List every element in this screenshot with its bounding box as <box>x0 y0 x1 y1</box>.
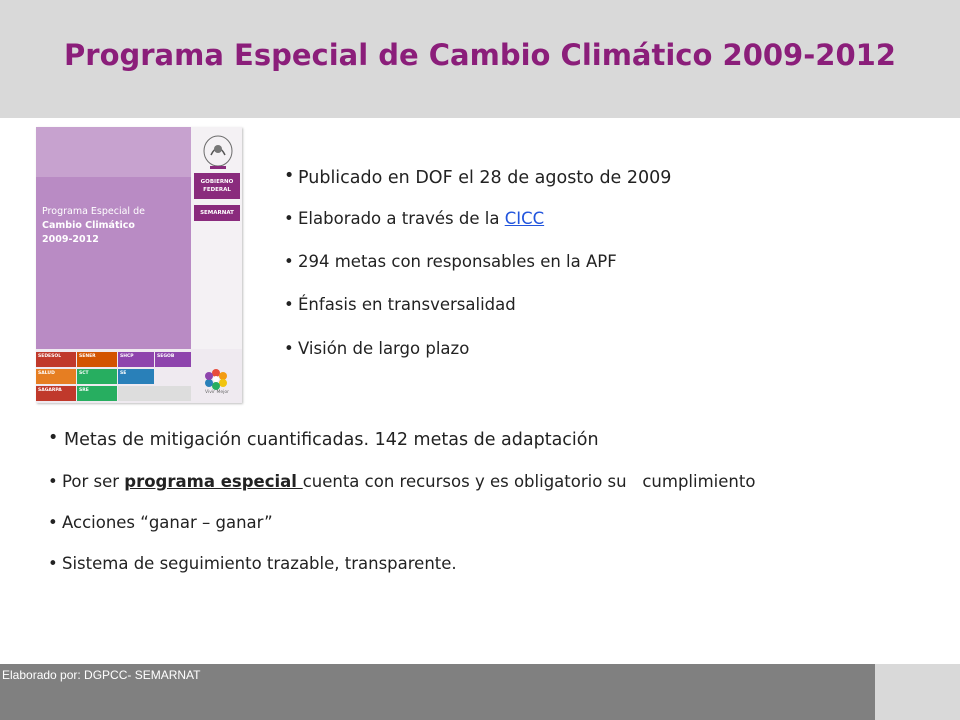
agency-label: SEGOB <box>157 354 175 359</box>
bullet-text: Sistema de seguimiento trazable, transparente. <box>62 554 457 573</box>
agency-cell <box>118 352 154 367</box>
bullet-prefix: Elaborado a través de la <box>298 209 505 228</box>
list-item <box>48 430 908 450</box>
bullet-text: 294 metas con responsables en la APF <box>298 252 617 271</box>
mexico-seal-icon <box>201 133 235 171</box>
bullet-text: Acciones “ganar – ganar” <box>62 513 273 532</box>
list-item <box>284 168 844 188</box>
cover-title-line-1: Programa Especial de <box>42 206 145 217</box>
agency-label: SAGARPA <box>38 388 62 393</box>
gobierno-federal-badge: GOBIERNO FEDERAL <box>194 173 240 199</box>
cover-title-line-2: Cambio Climático <box>42 220 135 231</box>
cicc-link[interactable]: CICC <box>504 209 545 228</box>
agency-grid <box>36 352 191 403</box>
top-bullet-list <box>284 168 844 359</box>
bullet-icon: • <box>284 209 294 228</box>
slide-title: Programa Especial de Cambio Climático 2009-2012 <box>64 38 896 72</box>
list-item <box>48 513 908 533</box>
bullet-icon: • <box>284 295 294 314</box>
cover-title-line-3: 2009-2012 <box>42 234 99 245</box>
bullet-icon: • <box>284 252 294 271</box>
agency-cell <box>36 352 76 367</box>
agency-label: SHCP <box>120 354 134 359</box>
agency-cell <box>77 352 117 367</box>
agency-cell <box>118 369 154 384</box>
footer-corner <box>875 664 960 720</box>
agency-label: SE <box>120 371 127 376</box>
bullet-text: Énfasis en transversalidad <box>298 295 516 314</box>
agency-cell <box>77 386 117 401</box>
agency-label: SRE <box>79 388 89 393</box>
bullet-text: Metas de mitigación cuantificadas. 142 metas de adaptación <box>64 430 599 450</box>
bullet-icon: • <box>48 428 59 448</box>
list-item <box>284 339 844 359</box>
agency-label: SEDESOL <box>38 354 62 359</box>
bullet-text: Visión de largo plazo <box>298 339 470 358</box>
cover-title <box>42 205 187 247</box>
agency-label: SALUD <box>38 371 55 376</box>
agency-cell <box>155 352 191 367</box>
bullet-text <box>298 209 544 228</box>
list-item <box>284 252 844 272</box>
agency-cell <box>36 386 76 401</box>
semarnat-badge: SEMARNAT <box>194 205 240 221</box>
bullet-icon: • <box>48 472 58 491</box>
programa-especial-emphasis: programa especial <box>124 472 303 491</box>
bullet-icon: • <box>48 554 58 573</box>
program-cover-image <box>36 127 242 403</box>
list-item <box>284 209 844 229</box>
cover-url-cell <box>118 386 191 401</box>
cover-top-strip <box>36 127 191 177</box>
bullet-text: Publicado en DOF el 28 de agosto de 2009 <box>298 168 672 188</box>
list-item <box>284 295 844 315</box>
agency-cell <box>77 369 117 384</box>
bullet-suffix: cuenta con recursos y es obligatorio su cumplimiento <box>302 472 756 491</box>
list-item <box>48 554 908 574</box>
bullet-icon: • <box>284 339 294 358</box>
footer-credit: Elaborado por: DGPCC- SEMARNAT <box>2 668 201 682</box>
agency-cell <box>36 369 76 384</box>
bullet-prefix: Por ser <box>62 472 125 491</box>
agency-label: SENER <box>79 354 96 359</box>
bullet-text <box>62 472 755 491</box>
vivir-mejor-label: Vivir Mejor <box>205 390 229 395</box>
agency-label: SCT <box>79 371 89 376</box>
bullet-icon: • <box>284 166 295 186</box>
bullet-icon: • <box>48 513 58 532</box>
bottom-bullet-list <box>48 430 908 574</box>
list-item <box>48 472 908 492</box>
